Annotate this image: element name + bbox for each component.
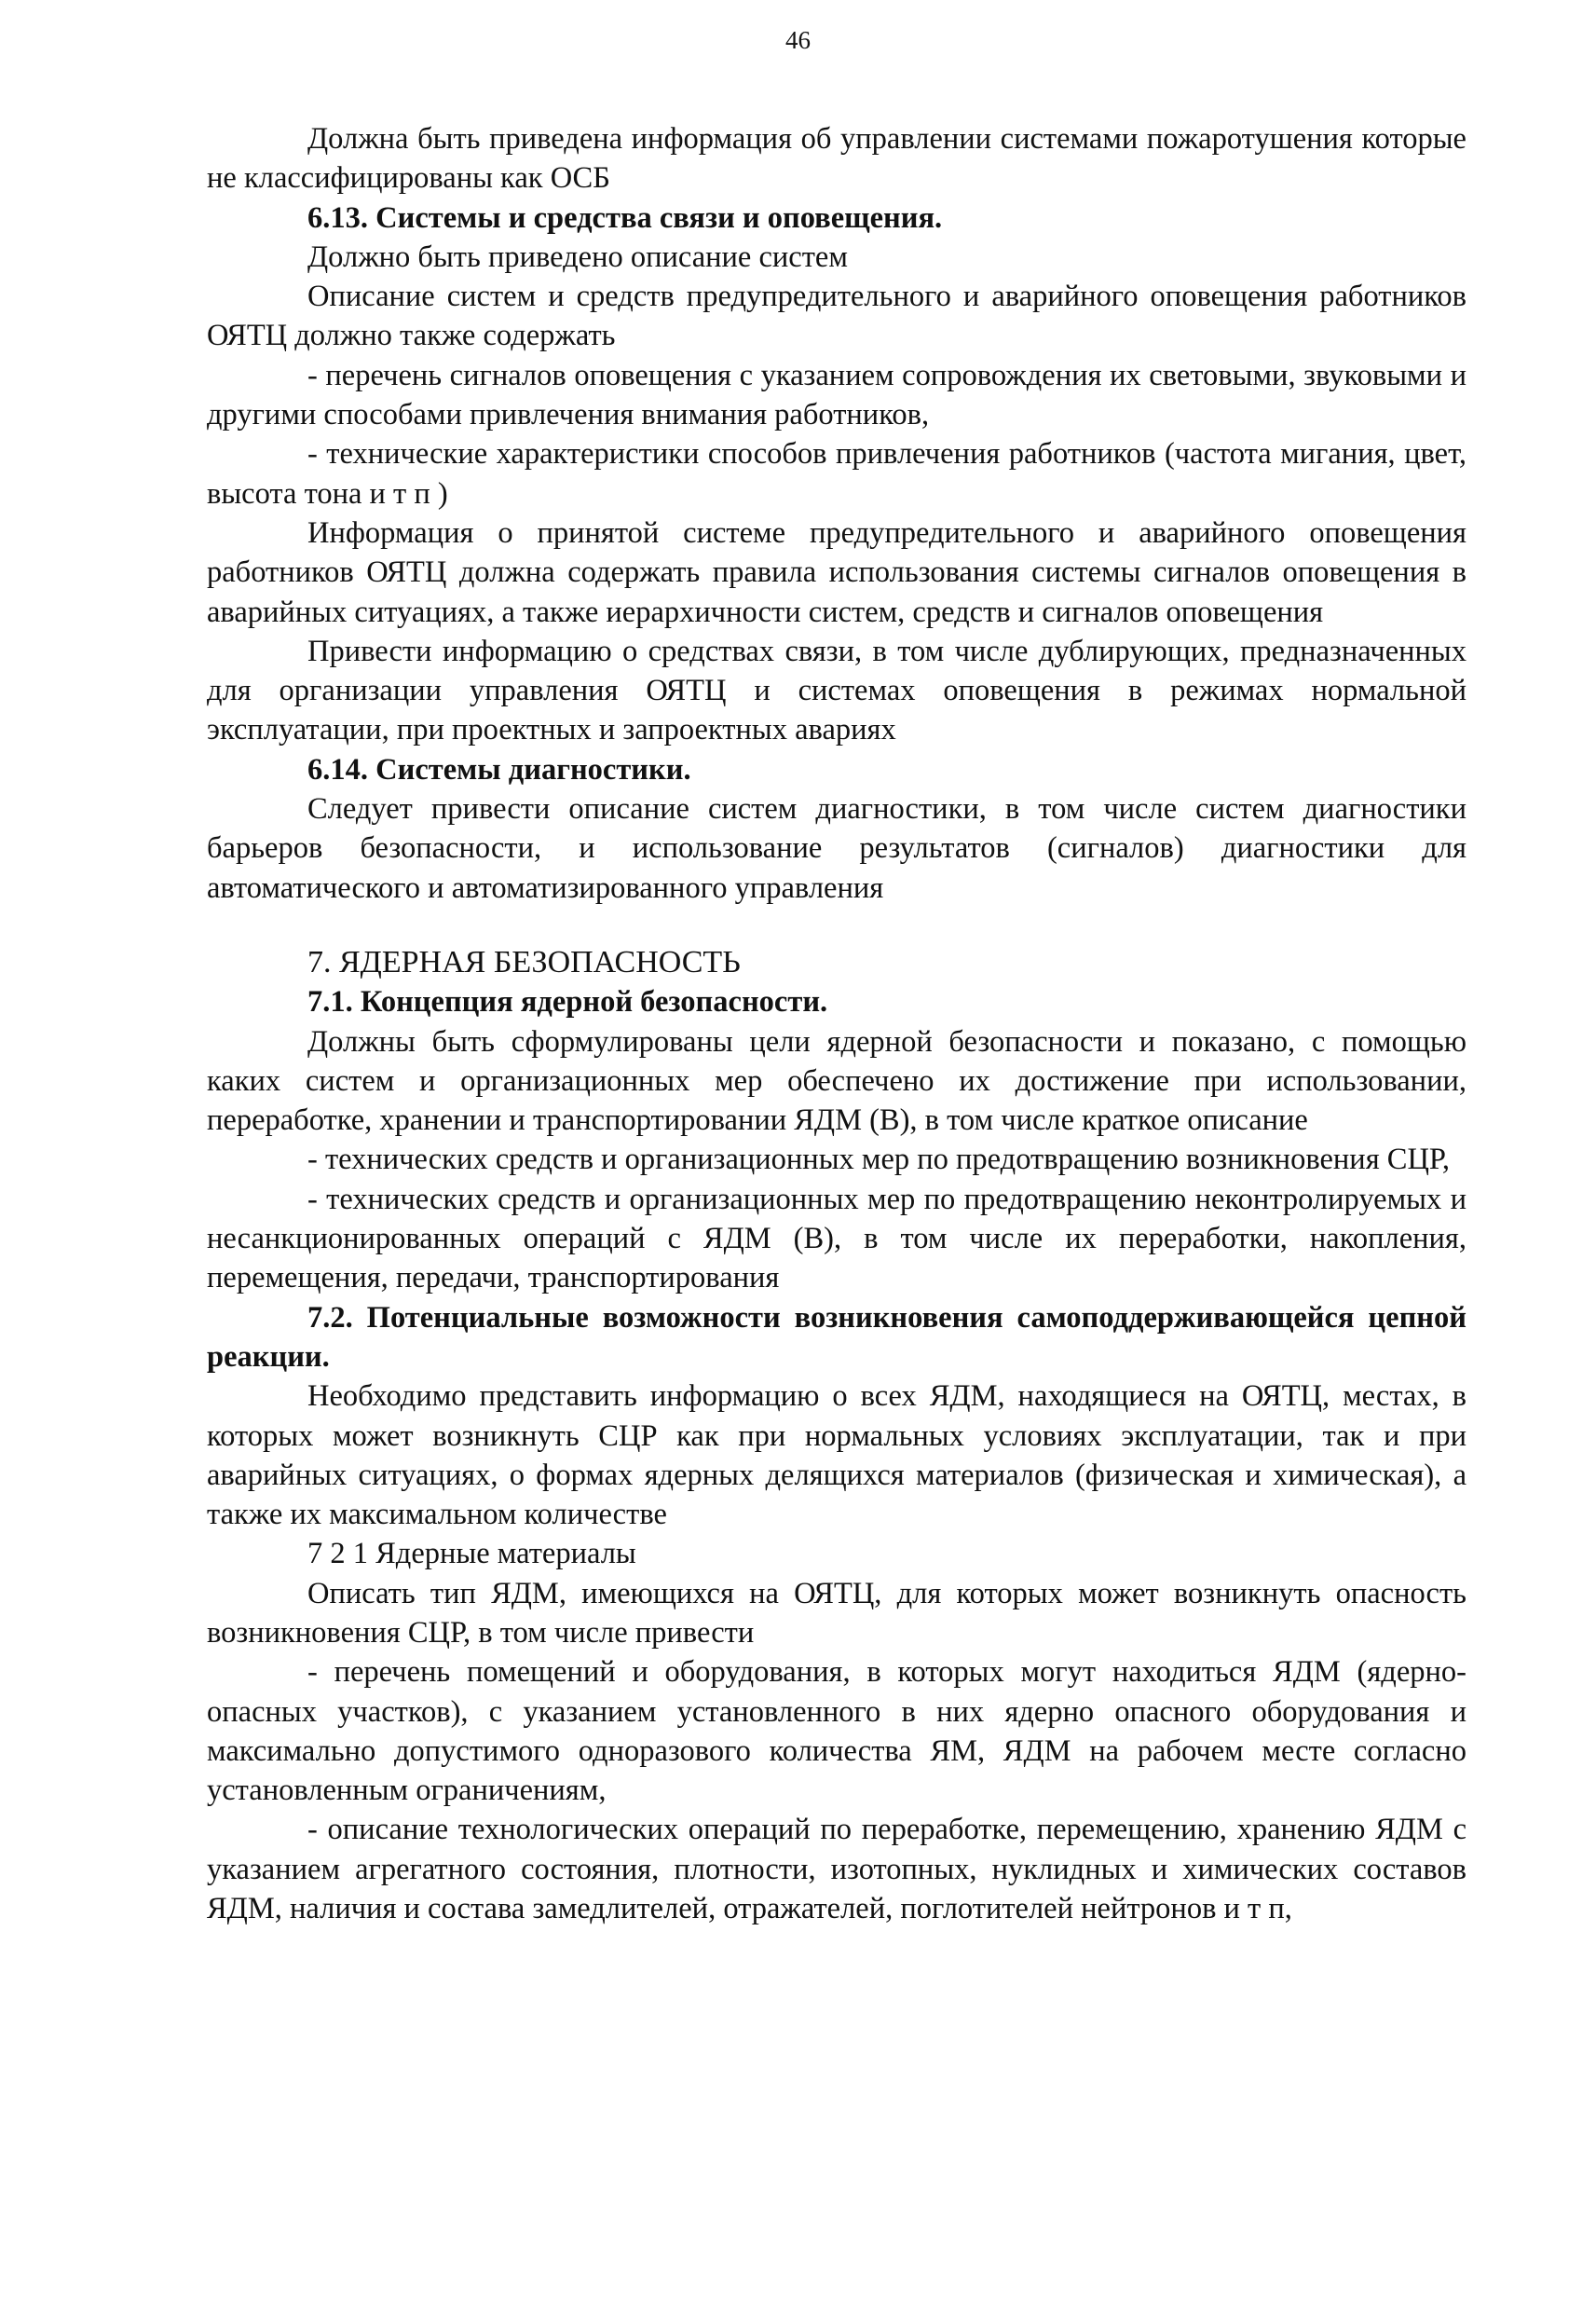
paragraph-safety-goals: Должны быть сформулированы цели ядерной безопасности и показано, с помощью каких систем и организационных мер обеспечено их достижение при использовании, переработке, хранении и транспортировании ЯДМ (В), в том числе краткое описание: [207, 1024, 1466, 1138]
paragraph-material-info: Необходимо представить информацию о всех ЯДМ, находящиеся на ОЯТЦ, местах, в которых может возникнуть СЦР как при нормальных условиях эксплуатации, так и при аварийных ситуациях, о формах ядерных делящихся материалов (физическая и химическая), а также их максимальном количестве: [207, 1379, 1466, 1532]
list-item-rooms-equipment: - перечень помещений и оборудования, в которых могут находиться ЯДМ (ядерно-опасных участков), с указанием установленного в них ядерно опасного оборудования и максимально допустимого одноразового количества ЯМ, ЯДМ на рабочем месте согласно установленным ограничениям,: [207, 1655, 1466, 1808]
paragraph-systems-description: Должно быть приведено описание систем: [307, 240, 848, 274]
document-body: [207, 119, 1466, 1928]
section-heading-7-1: 7.1. Концепция ядерной безопасности.: [307, 985, 828, 1020]
paragraph-warning-systems: Описание систем и средств предупредительного и аварийного оповещения работников ОЯТЦ должно также содержать: [207, 280, 1466, 353]
paragraph-fire-control: Должна быть приведена информация об управлении системами пожаротушения которые не классифицированы как ОСБ: [207, 122, 1466, 196]
page-number: 46: [785, 26, 811, 54]
paragraph-communication-means: Привести информацию о средствах связи, в том числе дублирующих, предназначенных для организации управления ОЯТЦ и системах оповещения в режимах нормальной эксплуатации, при проектных и запроектных авариях: [207, 634, 1466, 747]
list-item-technological-operations: - описание технологических операций по переработке, перемещению, хранению ЯДМ с указанием агрегатного состояния, плотности, изотопных, нуклидных и химических составов ЯДМ, наличия и состава замедлителей, отражателей, поглотителей нейтронов и т п,: [207, 1813, 1466, 1926]
list-item-signal-list: - перечень сигналов оповещения с указанием сопровождения их световыми, звуковыми и другими способами привлечения внимания работников,: [207, 358, 1466, 432]
list-item-technical-characteristics: - технические характеристики способов привлечения работников (частота мигания, цвет, высота тона и т п ): [207, 437, 1466, 511]
section-heading-7-2: 7.2. Потенциальные возможности возникновения самоподдерживающейся цепной реакции.: [207, 1300, 1466, 1374]
paragraph-warning-rules: Информация о принятой системе предупредительного и аварийного оповещения работников ОЯТЦ должна содержать правила использования системы сигналов оповещения в аварийных ситуациях, а также иерархичности систем, средств и сигналов оповещения: [207, 515, 1466, 629]
list-item-unauthorized-operations: - технических средств и организационных мер по предотвращению неконтролируемых и несанкционированных операций с ЯДМ (В), в том числе их переработки, накопления, перемещения, передачи, транспортирования: [207, 1182, 1466, 1295]
paragraph-diagnostics: Следует привести описание систем диагностики, в том числе систем диагностики барьеров безопасности, и использование результатов (сигналов) диагностики для автоматического и автоматизированного управления: [207, 792, 1466, 905]
paragraph-material-type: Описать тип ЯДМ, имеющихся на ОЯТЦ, для которых может возникнуть опасность возникновения СЦР, в том числе привести: [207, 1576, 1466, 1650]
section-heading-6-13: 6.13. Системы и средства связи и оповещения.: [307, 200, 943, 235]
chapter-heading-7: 7. ЯДЕРНАЯ БЕЗОПАСНОСТЬ: [307, 944, 741, 979]
list-item-scr-prevention: - технических средств и организационных мер по предотвращению возникновения СЦР,: [307, 1143, 1451, 1177]
subsection-heading-7-2-1: 7 2 1 Ядерные материалы: [307, 1537, 636, 1571]
section-heading-6-14: 6.14. Системы диагностики.: [307, 752, 691, 787]
